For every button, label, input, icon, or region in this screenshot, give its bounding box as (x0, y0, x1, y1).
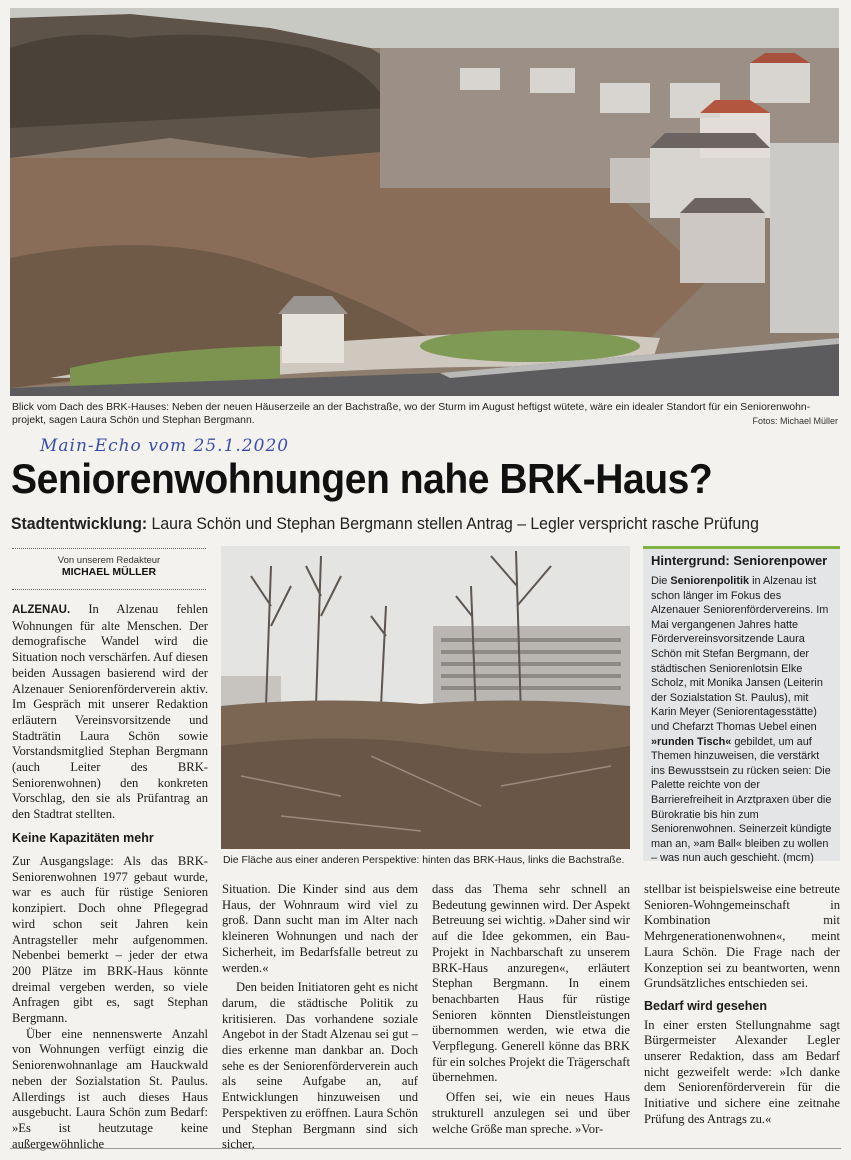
bottom-rule (10, 1148, 841, 1149)
background-box-text (651, 574, 832, 866)
subhead-bedarf: Bedarf wird gesehen (644, 998, 767, 1013)
subheadline (11, 514, 759, 534)
subheadline-text: Laura Schön und Stephan Bergmann stellen Antrag – Legler verspricht rasche Prüfung (151, 514, 759, 533)
article-column-1-top (12, 602, 208, 847)
col2-paragraph-2: Den beiden Initiatoren geht es nicht darum, die städtische Politik zu kritisieren. Das vorhandene soziale Angebot in der Stadt Alzenau sei gut – dies erkenne man dankbar an. Doch sehe es der Seniorenförderverein auch als seine Aufgabe an, auf Entwicklungen hinzuweisen und Perspektiven zu eröffnen. Laura Schön und Stephan Bergmann sind sich sicher, (222, 980, 418, 1152)
col4-paragraph-1: stellbar ist beispielsweise eine betreute Senioren-Wohngemeinschaft in Kombination mit Mehrgenerationenwohnen«, meint Laura Schön. Die Frage nach der Konzeption sei zu beantworten, wenn Grundsätzliches entschieden sei. (644, 882, 840, 991)
col2-paragraph-1: Situation. Die Kinder sind aus dem Haus, der Wohnraum wird viel zu groß. Dann sucht man im Alter nach kleineren Wohnungen und nach der Sicherheit, im Bedarfsfalle betreut zu werden.« (222, 882, 418, 975)
byline-rule-top (12, 548, 206, 549)
col1-paragraph-1: Zur Ausgangslage: Als das BRK-Seniorenwohnen 1977 gebaut wurde, war es auch für rüstige Senioren konzipiert. Doch ohne Pflegegrad wird schon seit Jahren kein Antragsteller mehr aufgenommen. Nebenbei bemerkt – jeder der etwa 200 Plätze im BRK-Haus könnte dreimal vergeben werden, so viele Anfragen gibt es, sagt Stephan Bergmann. (12, 854, 208, 1026)
handwritten-source-note: Main-Echo vom 25.1.2020 (40, 436, 290, 456)
sidebar-text-3: gebildet, um auf Themen hinzuweisen, die verstärkt ins Bewusstsein zu rücken seien: Die Palette reichte von der Barrierefreiheit in Arztpraxen über die Bürokratie bis hin zum Seniorenwohnen. Seinerzeit kündigte man an, »am Ball« bleiben zu wollen – was nun auch geschieht. (mcm) (651, 735, 832, 865)
second-photo-image (221, 546, 630, 849)
subheadline-kicker: Stadtentwicklung: (11, 514, 148, 533)
byline-rule-bottom (12, 589, 206, 590)
background-box-title: Hintergrund: Seniorenpower (651, 553, 828, 568)
photo-credit: Fotos: Michael Müller (752, 416, 838, 426)
sidebar-bold-1: Seniorenpolitik (670, 575, 750, 587)
sidebar-text-1: Die (651, 575, 671, 587)
top-photo (10, 8, 839, 396)
article-column-1-bottom (12, 854, 208, 1152)
top-photo-caption-text: Blick vom Dach des BRK-Hauses: Neben der neuen Häuserzeile an der Bachstraße, wo der Sturm im August heftigst wütete, wäre ein idealer Standort für ein Seniorenwohn-projekt, sagen Laura Schön und Stephan Bergmann. (12, 402, 811, 426)
background-box (643, 546, 840, 865)
col1-paragraph-2: Über eine nennenswerte Anzahl von Wohnungen verfügt einzig die Seniorenwohnanlage am Hauckwald neben der Sozialstation St. Paulus. Allerdings ist auch dieses Haus ausgebucht. Laura Schön zum Bedarf: »Es ist heutzutage keine außergewöhnliche (12, 1026, 208, 1151)
top-photo-image (10, 8, 839, 396)
sidebar-bold-2: »runden Tisch« (651, 735, 732, 748)
intro-text: In Alzenau fehlen Wohnungen für alte Menschen. Der demografische Wandel wird die Situation noch verschärfen. Auf diesen beiden Aussagen basierend wird der Alzenauer Seniorenförderverein aktiv. Im Gespräch mit unserer Redaktion erläutern Vereinsvorsitzende und Stadträtin Laura Schön sowie Vorstandsmitglied Stephan Bergmann (auch Leiter des BRK-Seniorenwohnen) den konkreten Vorschlag, den sie als Prüfantrag an den Stadtrat stellten. (12, 602, 208, 822)
headline: Seniorenwohnungen nahe BRK-Haus? (11, 455, 713, 502)
col4-paragraph-2: In einer ersten Stellungnahme sagt Bürgermeister Alexander Legler unserer Redaktion, dass am Bedarf nicht gezweifelt werde: »Ich danke dem Seniorenförderverein für die Initiative und sichere eine zeitnahe Prüfung des Antrags zu.« (644, 1017, 840, 1126)
byline (12, 555, 206, 578)
article-column-3 (432, 882, 630, 1137)
dateline: ALZENAU. (12, 604, 71, 616)
byline-lead: Von unserem Redakteur (57, 555, 161, 566)
article-column-2 (222, 882, 418, 1153)
col3-paragraph-1: dass das Thema sehr schnell an Bedeutung gewinnen wird. Der Aspekt Betreuung sei wichtig. »Daher sind wir auf die Idee gekommen, ein Bau-Projekt in Nachbarschaft zu unserem BRK-Haus anzuregen«, erläutert Stephan Bergmann. In einem benachbarten Haus für rüstige Senioren könnten Dienstleistungen übernommen werden, wie etwa die Verpflegung. Generell könne das BRK für ein solches Projekt die Trägerschaft übernehmen. (432, 882, 630, 1085)
sidebar-text-2: in Alzenau ist schon länger im Fokus des Alzenauer Seniorenfördervereins. Im Mai vergangenen Jahres hatte Fördervereinsvorsitzende Laura Schön mit Stefan Bergmann, der städtischen Seniorenlotsin Elke Scholz, mit Monika Jansen (Leiterin der Sozialstation St. Paulus), mit Karin Meyer (Seniorentagesstätte) und Chefarzt Thomas Uebel einen (651, 575, 829, 733)
byline-author: MICHAEL MÜLLER (61, 566, 157, 578)
article-column-4 (644, 882, 840, 1128)
col3-paragraph-2: Offen sei, wie ein neues Haus strukturell anzulegen sei und über welche Größe man spreche. »Vor- (432, 1090, 630, 1136)
top-photo-caption (12, 401, 838, 427)
second-photo (221, 546, 630, 849)
subhead-keine-kapazitaeten: Keine Kapazitäten mehr (12, 830, 154, 845)
second-photo-caption: Die Fläche aus einer anderen Perspektive: hinten das BRK-Haus, links die Bachstraße. (223, 855, 625, 866)
